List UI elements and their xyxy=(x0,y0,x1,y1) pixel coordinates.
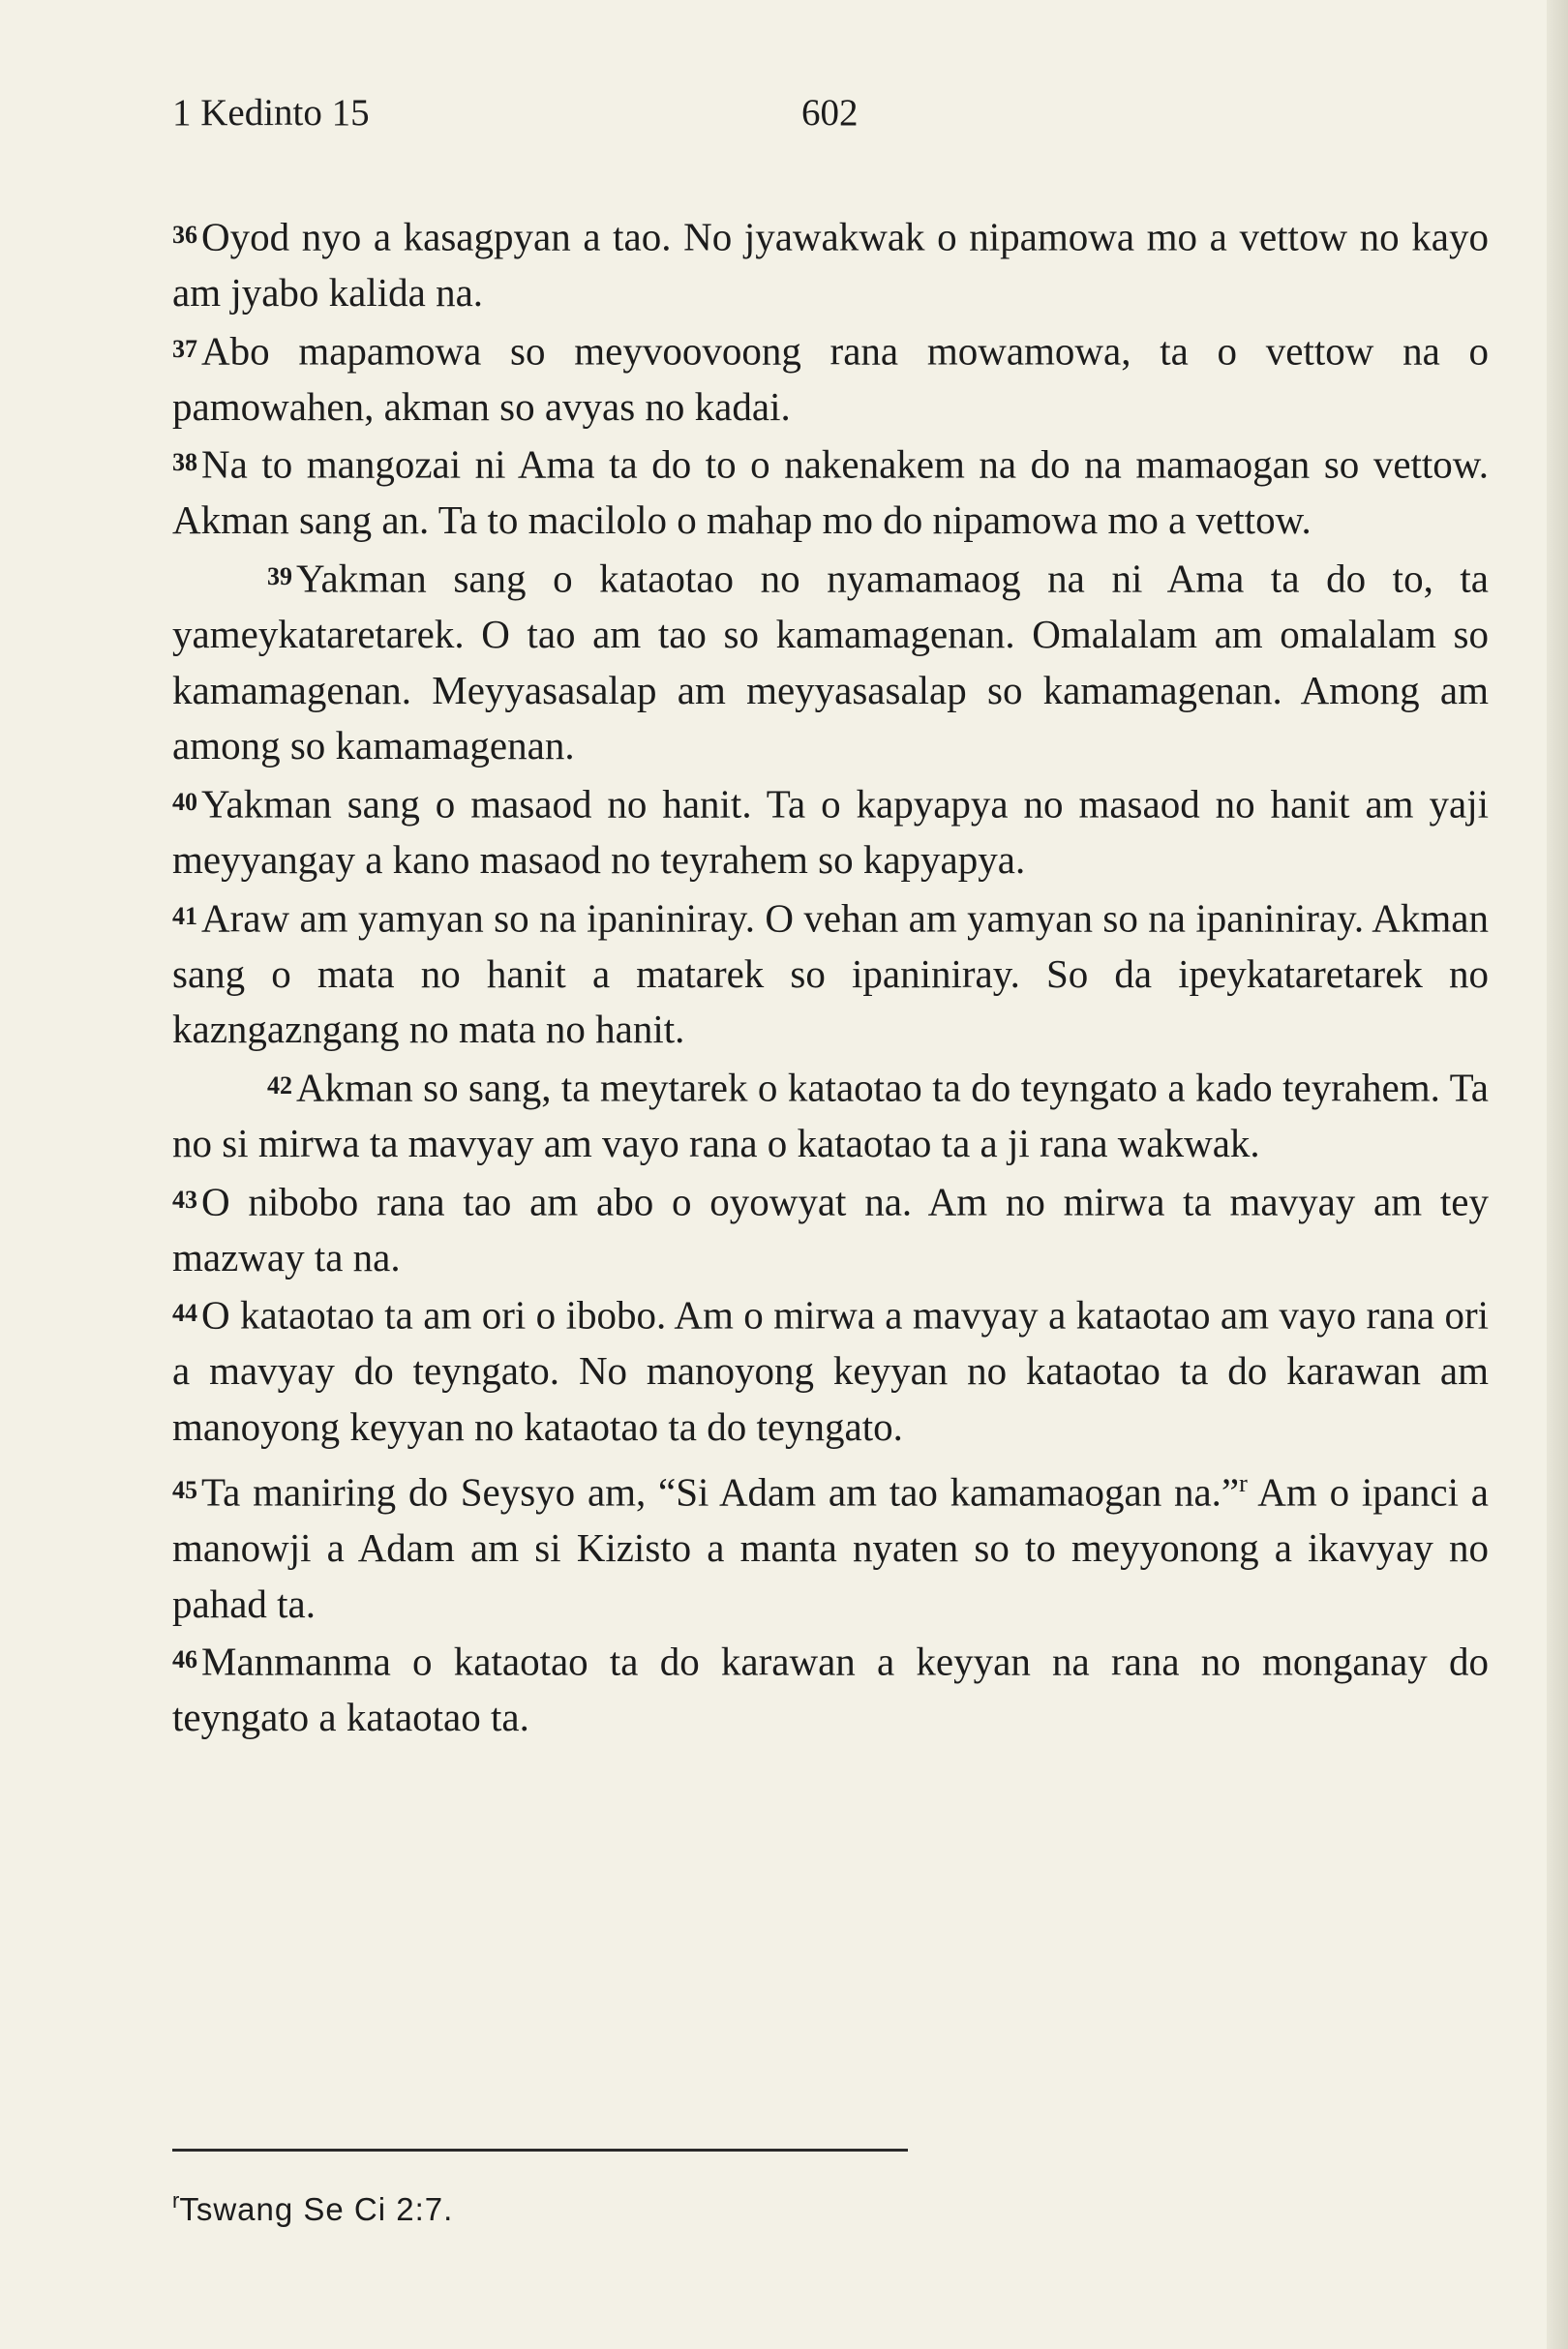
footnote-reference-mark: r xyxy=(172,2188,180,2213)
main-text xyxy=(172,207,1489,1746)
verse-paragraph xyxy=(172,207,1489,321)
verse-text: Oyod nyo a kasagpyan a tao. No jyawakwak o nipamowa mo a vettow no kayo am jyabo kalida na. xyxy=(172,214,1489,315)
footnote-text: Tswang Se Ci 2:7. xyxy=(179,2191,454,2228)
verse-paragraph xyxy=(172,435,1489,549)
verse-text: O kataotao ta am ori o ibobo. Am o mirwa a mavyay a kataotao am vayo rana ori a mavyay do teyngato. No manoyong keyyan no kataotao ta do karawan am manoyong keyyan no kataotao ta do teyngato. xyxy=(172,1292,1489,1450)
verse-text: Na to mangozai ni Ama ta do to o nakenakem na do na mamaogan so vettow. Akman sang an. Ta to macilolo o mahap mo do nipamowa mo a vettow. xyxy=(172,441,1489,543)
verse-number: 42 xyxy=(267,1071,292,1100)
verse-paragraph xyxy=(172,888,1489,1058)
verse-text: Araw am yamyan so na ipaniniray. O vehan am yamyan so na ipaniniray. Akman sang o mata no hanit a matarek so ipaniniray. So da ipeykataretarek no kazngazngang no mata no hanit. xyxy=(172,895,1489,1052)
verse-number: 36 xyxy=(172,221,197,249)
footnote-divider xyxy=(172,2149,908,2152)
page-edge xyxy=(1547,0,1568,2349)
verse-text: O nibobo rana tao am abo o oyowyat na. Am no mirwa ta mavyay am tey mazway ta na. xyxy=(172,1179,1489,1280)
verse-number: 43 xyxy=(172,1185,197,1214)
footnote-marker[interactable]: r xyxy=(1239,1468,1248,1497)
verse-number: 45 xyxy=(172,1475,197,1504)
verse-text: Yakman sang o kataotao no nyamamaog na ni Ama ta do to, ta yameykataretarek. O tao am tao so kamamagenan. Omalalam am omalalam so kamamagenan. Meyyasasalap am meyyasasalap so kamamagenan. Among am among so kamamagenan. xyxy=(172,556,1489,768)
verse-paragraph xyxy=(172,1172,1489,1286)
page-header xyxy=(172,89,1489,137)
verse-number: 44 xyxy=(172,1299,197,1328)
verse-paragraph xyxy=(172,1456,1489,1632)
verse-paragraph xyxy=(172,774,1489,888)
verse-text: Manmanma o kataotao ta do karawan a keyyan na rana no monganay do teyngato a kataotao ta. xyxy=(172,1639,1489,1740)
verse-text: Ta maniring do Seysyo am, “Si Adam am tao kamamaogan na.” xyxy=(201,1469,1240,1515)
verse-number: 39 xyxy=(267,562,292,591)
verse-number: 41 xyxy=(172,901,197,930)
verse-paragraph xyxy=(172,1632,1489,1746)
verse-paragraph xyxy=(172,321,1489,436)
verse-number: 37 xyxy=(172,334,197,363)
footnote xyxy=(172,2180,1140,2231)
verse-text: Yakman sang o masaod no hanit. Ta o kapyapya no masaod no hanit am yaji meyyangay a kano masaod no teyrahem so kapyapya. xyxy=(172,781,1489,883)
verse-paragraph xyxy=(172,1285,1489,1455)
verse-text: Akman so sang, ta meytarek o kataotao ta do teyngato a kado teyrahem. Ta no si mirwa ta mavyay am vayo rana o kataotao ta a ji rana wakwak. xyxy=(172,1065,1489,1166)
book-chapter-title: 1 Kedinto 15 xyxy=(172,92,370,134)
verse-paragraph xyxy=(172,1058,1489,1172)
page-number: 602 xyxy=(801,92,859,134)
verse-number: 38 xyxy=(172,448,197,477)
verse-number: 46 xyxy=(172,1645,197,1674)
verse-text: Abo mapamowa so meyvoovoong rana mowamowa, ta o vettow na o pamowahen, akman so avyas no kadai. xyxy=(172,327,1489,429)
verse-number: 40 xyxy=(172,788,197,817)
verse-paragraph xyxy=(172,549,1489,774)
verse-text-continued: Am o ipanci a manowji a Adam am si Kizisto a manta nyaten so to meyyonong a ikavyay no pahad ta. xyxy=(172,1469,1489,1626)
